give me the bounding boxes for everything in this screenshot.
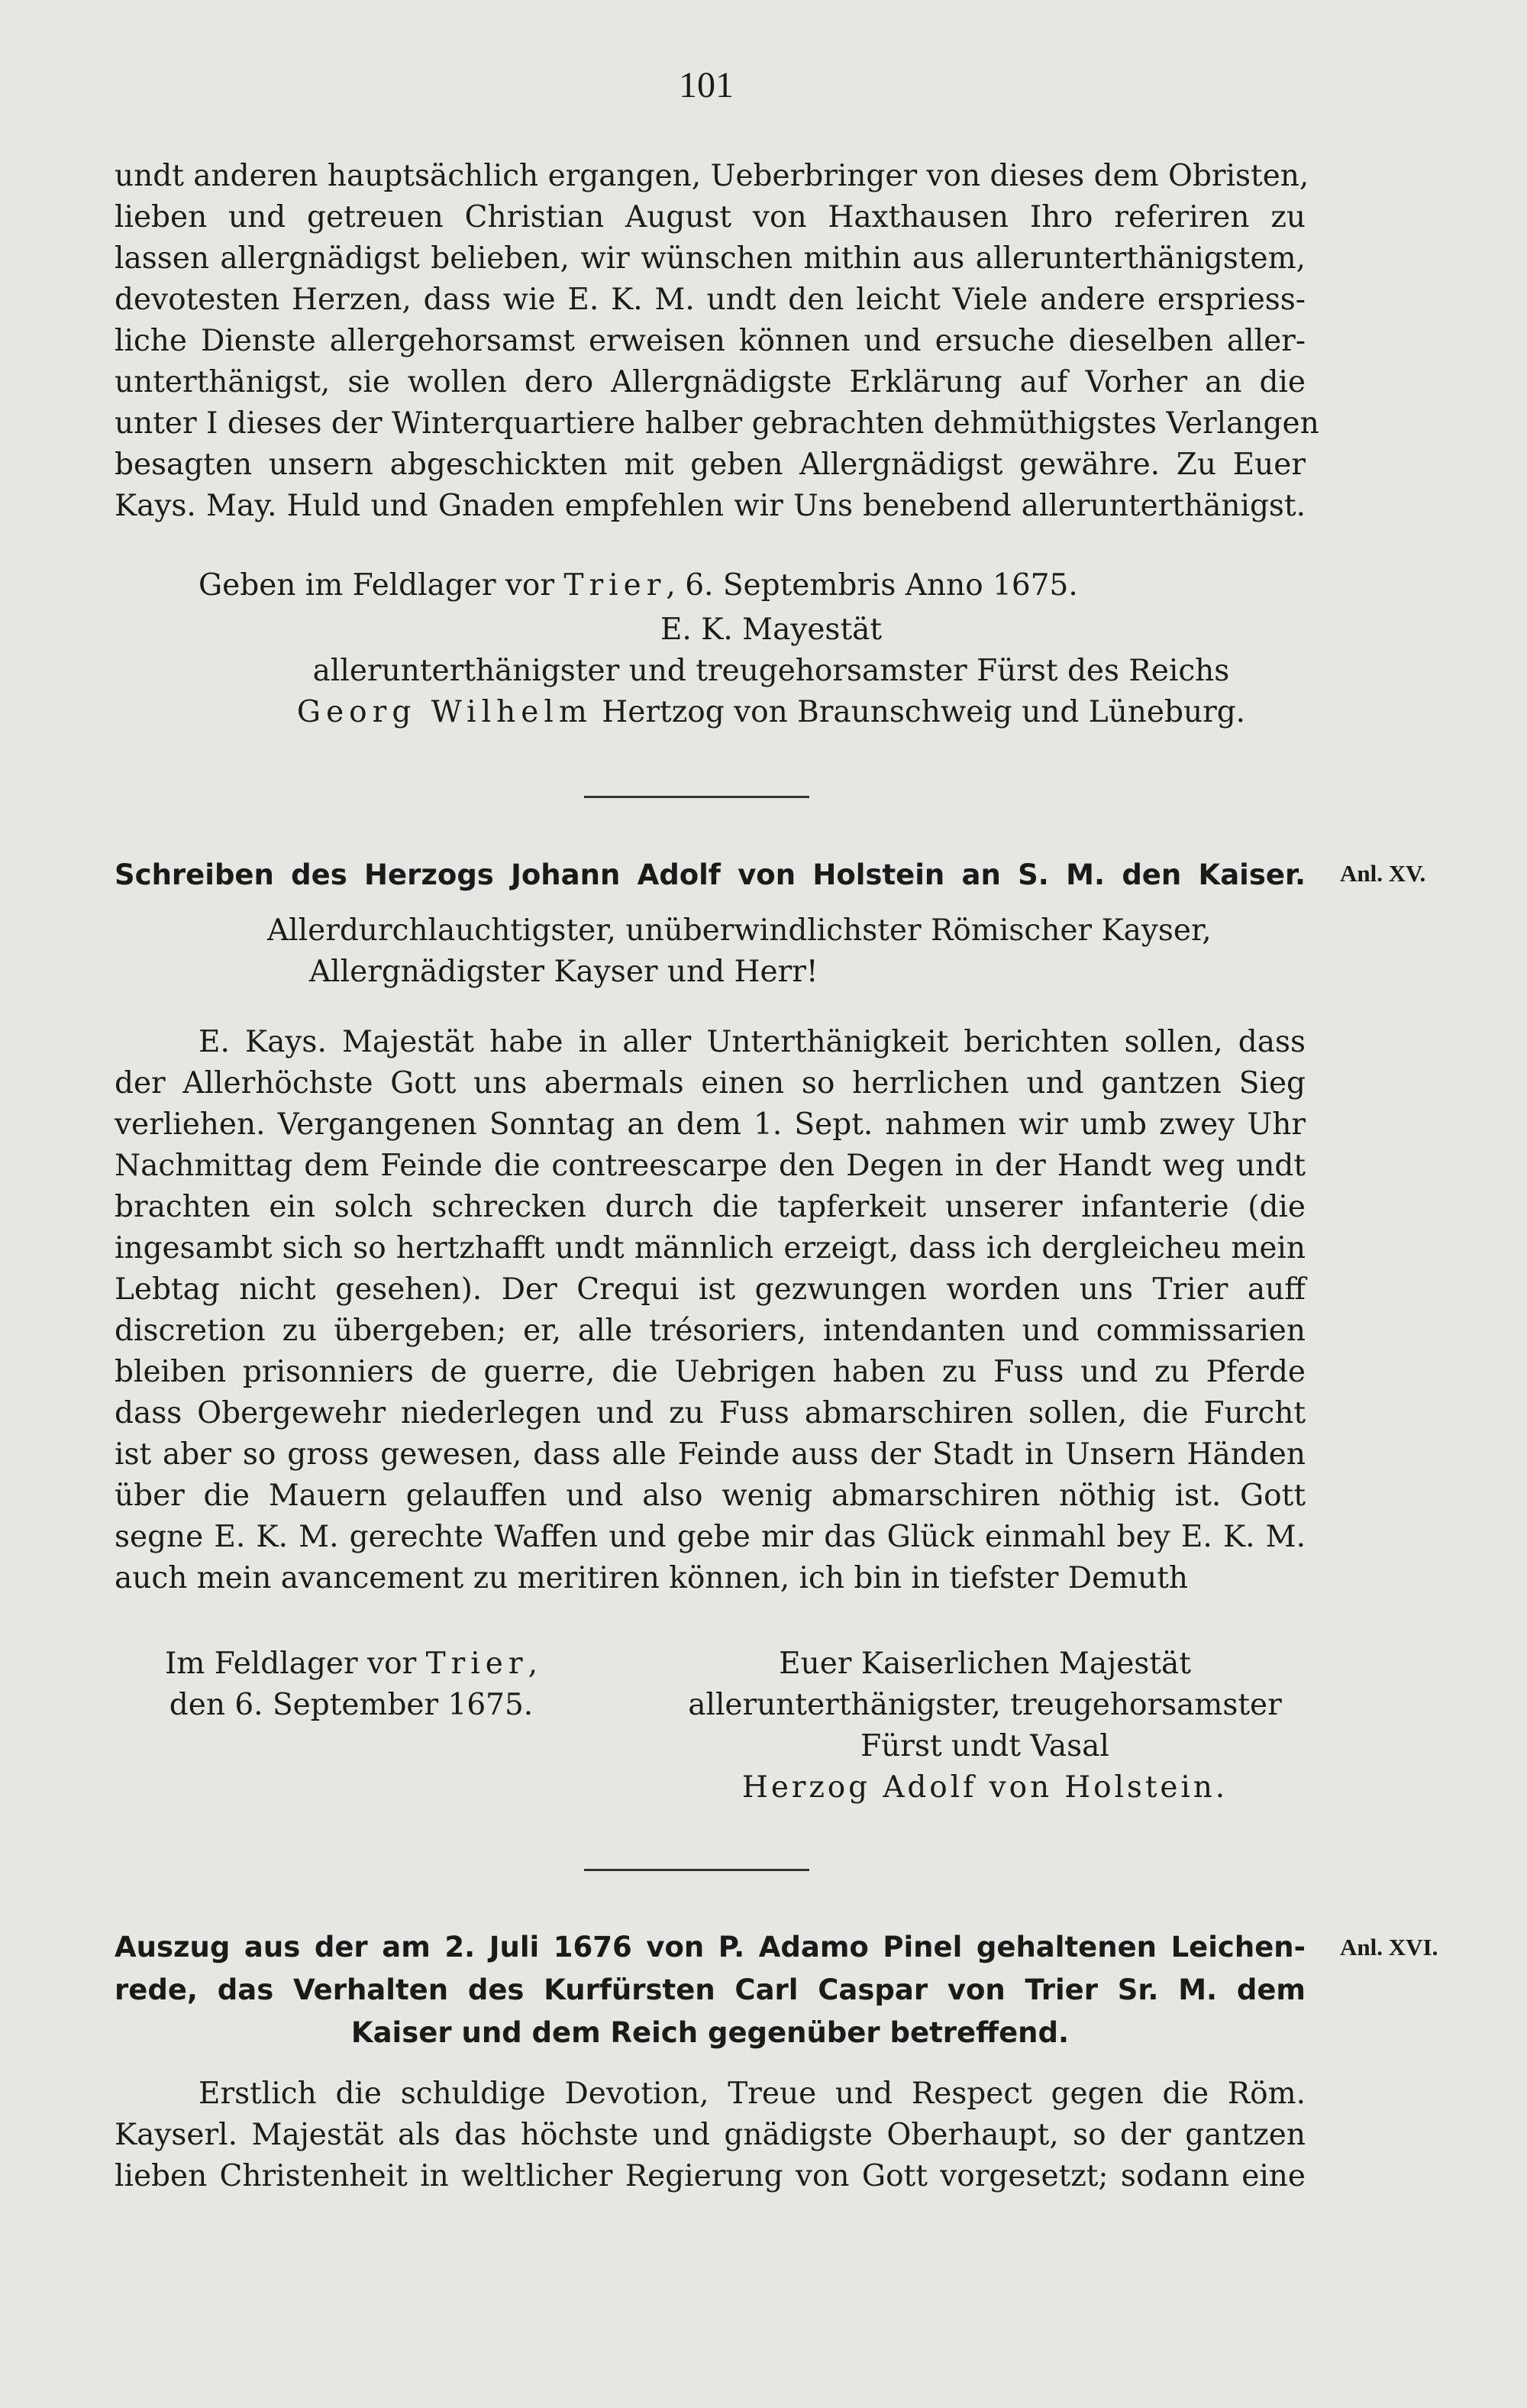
text-line: Nachmittag dem Feinde die contreescarpe den Degen in der Handt weg undt xyxy=(115,1149,1306,1183)
text-line: auch mein avancement zu meritiren können, ich bin in tiefster Demuth xyxy=(115,1561,1189,1595)
letter3-heading: Auszug aus der am 2. Juli 1676 von P. Adamo Pinel gehaltenen Leichen- rede, das Verhalten des Kurfürsten Carl Caspar von Trier Sr. M. dem Kaiser und dem Reich gegenüber betreffend. xyxy=(115,1931,1306,2049)
annex-label-xv: Anl. XV. xyxy=(1340,860,1426,887)
text-line: Kays. May. Huld und Gnaden empfehlen wir Uns benebend allerunterthänigst. xyxy=(115,489,1306,523)
letter2-heading: Schreiben des Herzogs Johann Adolf von Holstein an S. M. den Kaiser. xyxy=(115,858,1306,891)
text-line: ingesambt sich so hertzhafft undt männlich erzeigt, dass ich dergleicheu mein xyxy=(115,1231,1306,1265)
text-line: lieben und getreuen Christian August von Haxthausen Ihro referiren zu xyxy=(115,200,1306,234)
section-divider xyxy=(584,796,809,798)
text-line: unter I dieses der Winterquartiere halber gebrachten dehmüthigstes Verlangen xyxy=(115,406,1319,441)
letter1-signature xyxy=(115,609,1306,733)
text-line: liche Dienste allergehorsamst erweisen können und ersuche dieselben aller- xyxy=(115,324,1306,358)
text-line: lieben Christenheit in weltlicher Regierung von Gott vorgesetzt; sodann eine xyxy=(115,2159,1306,2193)
text-line: Lebtag nicht gesehen). Der Crequi ist gezwungen worden uns Trier auff xyxy=(115,1272,1306,1307)
letter2-body xyxy=(115,1022,1306,1599)
text-line: unterthänigst, sie wollen dero Allergnädigste Erklärung auf Vorher an die xyxy=(115,365,1306,399)
letter3-body xyxy=(115,2073,1306,2197)
text-line: dass Obergewehr niederlegen und zu Fuss abmarschiren sollen, die Furcht xyxy=(115,1396,1306,1430)
text-line: brachten ein solch schrecken durch die tapferkeit unserer infanterie (die xyxy=(115,1190,1306,1224)
text-line: E. Kays. Majestät habe in aller Unterthänigkeit berichten sollen, dass xyxy=(199,1025,1306,1059)
signature-line: Georg Wilhelm Hertzog von Braunschweig und Lüneburg. xyxy=(296,695,1246,729)
text-line: besagten unsern abgeschickten mit geben Allergnädigst gewähre. Zu Euer xyxy=(115,448,1306,482)
letter1-date: Geben im Feldlager vor Trier, 6. Septembris Anno 1675. xyxy=(199,568,1078,603)
text-line: der Allerhöchste Gott uns abermals einen so herrlichen und gantzen Sieg xyxy=(115,1066,1306,1101)
text-line: segne E. K. M. gerechte Waffen und gebe mir das Glück einmahl bey E. K. M. xyxy=(115,1520,1306,1554)
page-number: 101 xyxy=(679,65,734,105)
letter2-place-date: Im Feldlager vor Trier, den 6. September 1675. xyxy=(165,1647,538,1722)
letter2-signature xyxy=(657,1644,1313,1808)
text-line: devotesten Herzen, dass wie E. K. M. undt den leicht Viele andere erspriess- xyxy=(115,283,1306,317)
section-divider xyxy=(584,1869,809,1871)
signature-line: Euer Kaiserlichen Majestät xyxy=(779,1647,1191,1681)
signature-line: Herzog Adolf von Holstein. xyxy=(741,1770,1228,1805)
text-line: über die Mauern gelauffen und also wenig abmarschiren nöthig ist. Gott xyxy=(115,1479,1306,1513)
text-line: Kayserl. Majestät als das höchste und gnädigste Oberhaupt, so der gantzen xyxy=(115,2118,1306,2152)
annex-label-xvi: Anl. XVI. xyxy=(1340,1934,1438,1960)
letter1-body xyxy=(115,156,1319,527)
signature-line: E. K. Mayestät xyxy=(660,613,883,647)
signature-line: allerunterthänigster, treugehorsamster xyxy=(688,1688,1282,1722)
signature-line: allerunterthänigster und treugehorsamster Fürst des Reichs xyxy=(312,654,1230,688)
text-line: bleiben prisonniers de guerre, die Uebrigen haben zu Fuss und zu Pferde xyxy=(115,1355,1306,1389)
text-line: lassen allergnädigst belieben, wir wünschen mithin aus allerunterthänigstem, xyxy=(115,241,1306,276)
text-line: ist aber so gross gewesen, dass alle Feinde auss der Stadt in Unsern Händen xyxy=(115,1437,1306,1472)
letter2-salutation: Allerdurchlauchtigster, unüberwindlichster Römischer Kayser, Allergnädigster Kayser und Herr! xyxy=(267,913,1212,989)
text-line: discretion zu übergeben; er, alle trésoriers, intendanten und commissarien xyxy=(115,1314,1306,1348)
text-line: undt anderen hauptsächlich ergangen, Ueberbringer von dieses dem Obristen, xyxy=(115,159,1309,193)
text-line: verliehen. Vergangenen Sonntag an dem 1. Sept. nahmen wir umb zwey Uhr xyxy=(115,1107,1306,1142)
signature-line: Fürst undt Vasal xyxy=(860,1729,1109,1763)
text-line: Erstlich die schuldige Devotion, Treue und Respect gegen die Röm. xyxy=(199,2077,1306,2111)
